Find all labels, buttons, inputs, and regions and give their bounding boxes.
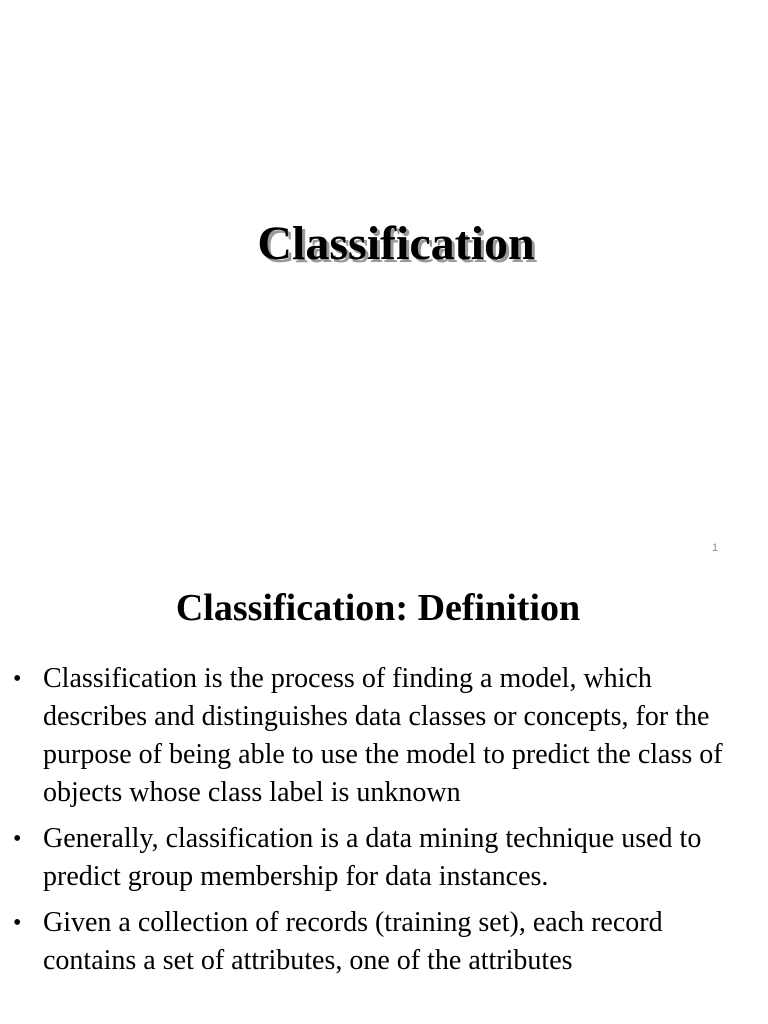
slide-number: 1 — [712, 542, 719, 554]
bullet-text: Generally, classification is a data mining technique used to predict group membership for data instances. — [43, 823, 702, 892]
slide-title-heading: Classification — [257, 217, 535, 270]
bullet-icon: • — [13, 666, 22, 692]
definition-heading: Classification: Definition — [175, 587, 581, 629]
bullet-icon: • — [13, 826, 22, 852]
bullet-text: Given a collection of records (training set), each record contains a set of attributes, one of the attributes — [43, 907, 663, 976]
slide-definition — [0, 576, 768, 1024]
bullet-item — [0, 820, 768, 896]
bullet-item — [0, 660, 768, 812]
bullet-text: Classification is the process of finding a model, which describes and distinguishes data classes or concepts, for the purpose of being able to use the model to predict the class of objects whose class label is unknown — [43, 663, 723, 808]
bullet-list — [0, 660, 768, 988]
bullet-icon: • — [13, 910, 22, 936]
bullet-item — [0, 904, 768, 980]
